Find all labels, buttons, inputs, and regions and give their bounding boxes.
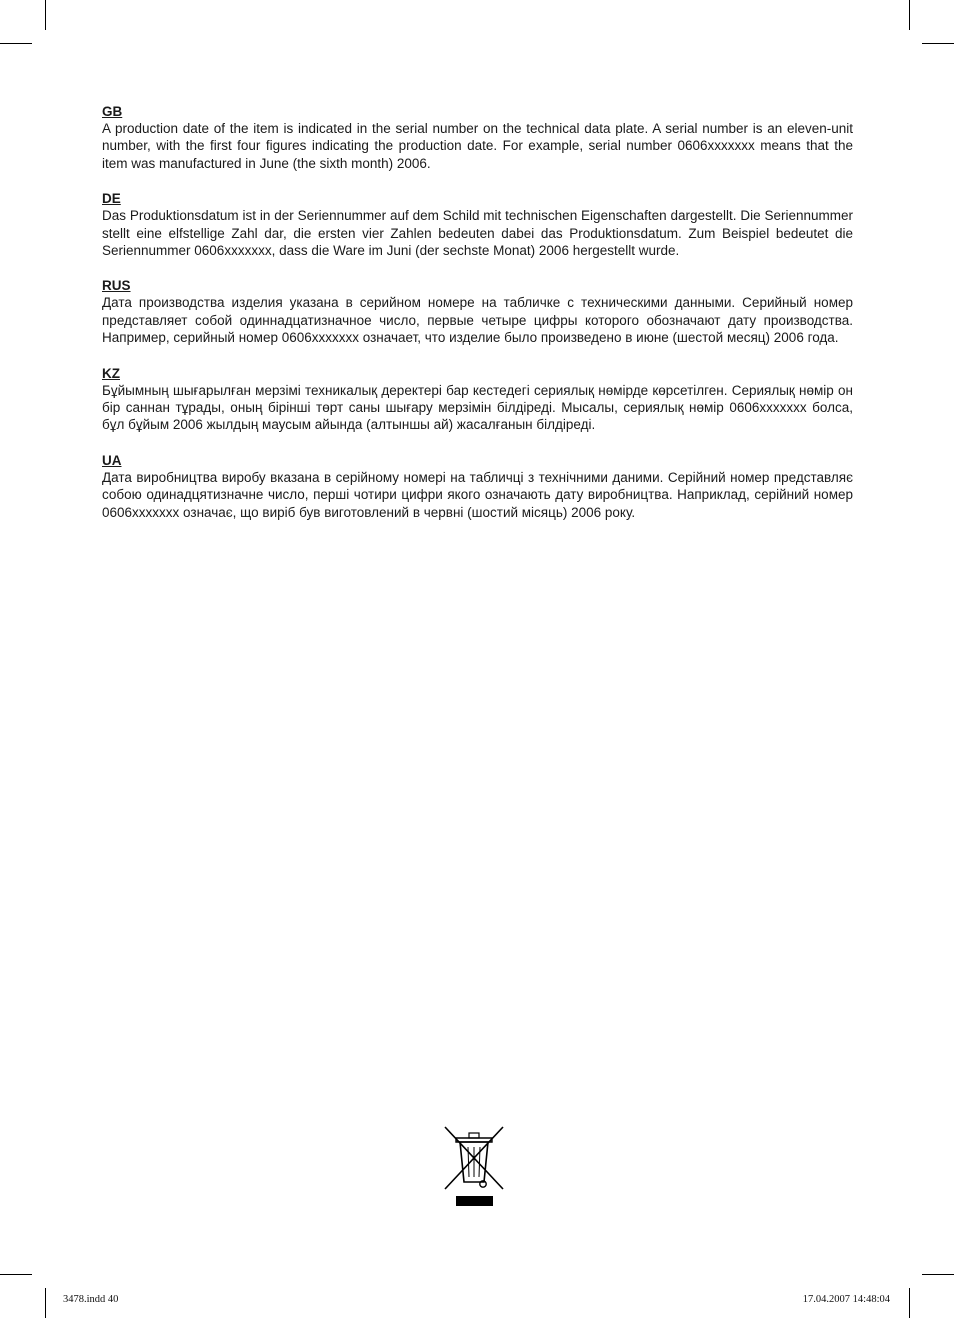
section-text: Бұйымның шығарылған мерзімі техникалық деректері бар кестедегі сериялық нөмірде көрсетілген. Сериялық нөмір он бір саннан тұрады, оның бірінші төрт саны шығару мерзімін білдіреді. Мысалы, сериялық нөмір 0606xxxxxxx болса, бұл бұйым 2006 жылдың маусым айында (алтыншы ай) жасалғанын білдіреді. bbox=[102, 382, 853, 433]
crop-mark bbox=[922, 1274, 954, 1275]
language-heading: RUS bbox=[102, 278, 131, 294]
section-text: Дата производства изделия указана в серийном номере на табличке с техническими данными. Серийный номер представляет собой одиннадцатизначное число, первые четыре цифры которого обозначают дату производства. Например, серийный номер 0606xxxxxxx означает, что изделие было произведено в июне (шестой месяц) 2006 года. bbox=[102, 295, 853, 346]
section-gb bbox=[102, 103, 853, 172]
section-text: Дата виробництва виробу вказана в серійному номері на табличці з технічними даними. Серійний номер представляє собою одинадцятизначне число, перші чотири цифри якого означають дату виробництва. Наприклад, серійний номер 0606xxxxxxx означає, що виріб був виготовлений в червні (шостий місяць) 2006 року. bbox=[102, 469, 853, 520]
section-text: A production date of the item is indicated in the serial number on the technical data plate. A serial number is an eleven-unit number, with the first four figures indicating the production date. For example, serial number 0606xxxxxxx means that the item was manufactured in June (the sixth month) 2006. bbox=[102, 121, 853, 171]
language-heading: DE bbox=[102, 191, 121, 207]
section-kz bbox=[102, 365, 853, 434]
crop-mark bbox=[909, 0, 910, 30]
crop-mark bbox=[922, 43, 954, 44]
language-heading: GB bbox=[102, 104, 123, 119]
crop-mark bbox=[45, 1288, 46, 1318]
section-text: Das Produktionsdatum ist in der Seriennummer auf dem Schild mit technischen Eigenschaften dargestellt. Die Seriennummer stellt eine elfstellige Zahl dar, die ersten vier Zahlen bedeuten dabei das Produktionsdatum. Zum Beispiel bedeutet die Seriennummer 0606xxxxxxx, dass die Ware im Juni (der sechste Monat) 2006 hergestellt wurde. bbox=[102, 208, 853, 259]
crop-mark bbox=[45, 0, 46, 30]
print-timestamp: 17.04.2007 14:48:04 bbox=[802, 1294, 890, 1305]
crop-mark bbox=[0, 1274, 32, 1275]
crossed-out-wheelie-bin-icon bbox=[443, 1125, 505, 1209]
crop-mark bbox=[0, 43, 32, 44]
document-body bbox=[102, 103, 853, 539]
section-rus bbox=[102, 277, 853, 346]
crop-mark bbox=[909, 1288, 910, 1318]
section-ua bbox=[102, 452, 853, 521]
language-heading: KZ bbox=[102, 365, 120, 381]
language-heading: UA bbox=[102, 452, 122, 468]
file-info: 3478.indd 40 bbox=[63, 1294, 119, 1305]
section-de bbox=[102, 190, 853, 259]
